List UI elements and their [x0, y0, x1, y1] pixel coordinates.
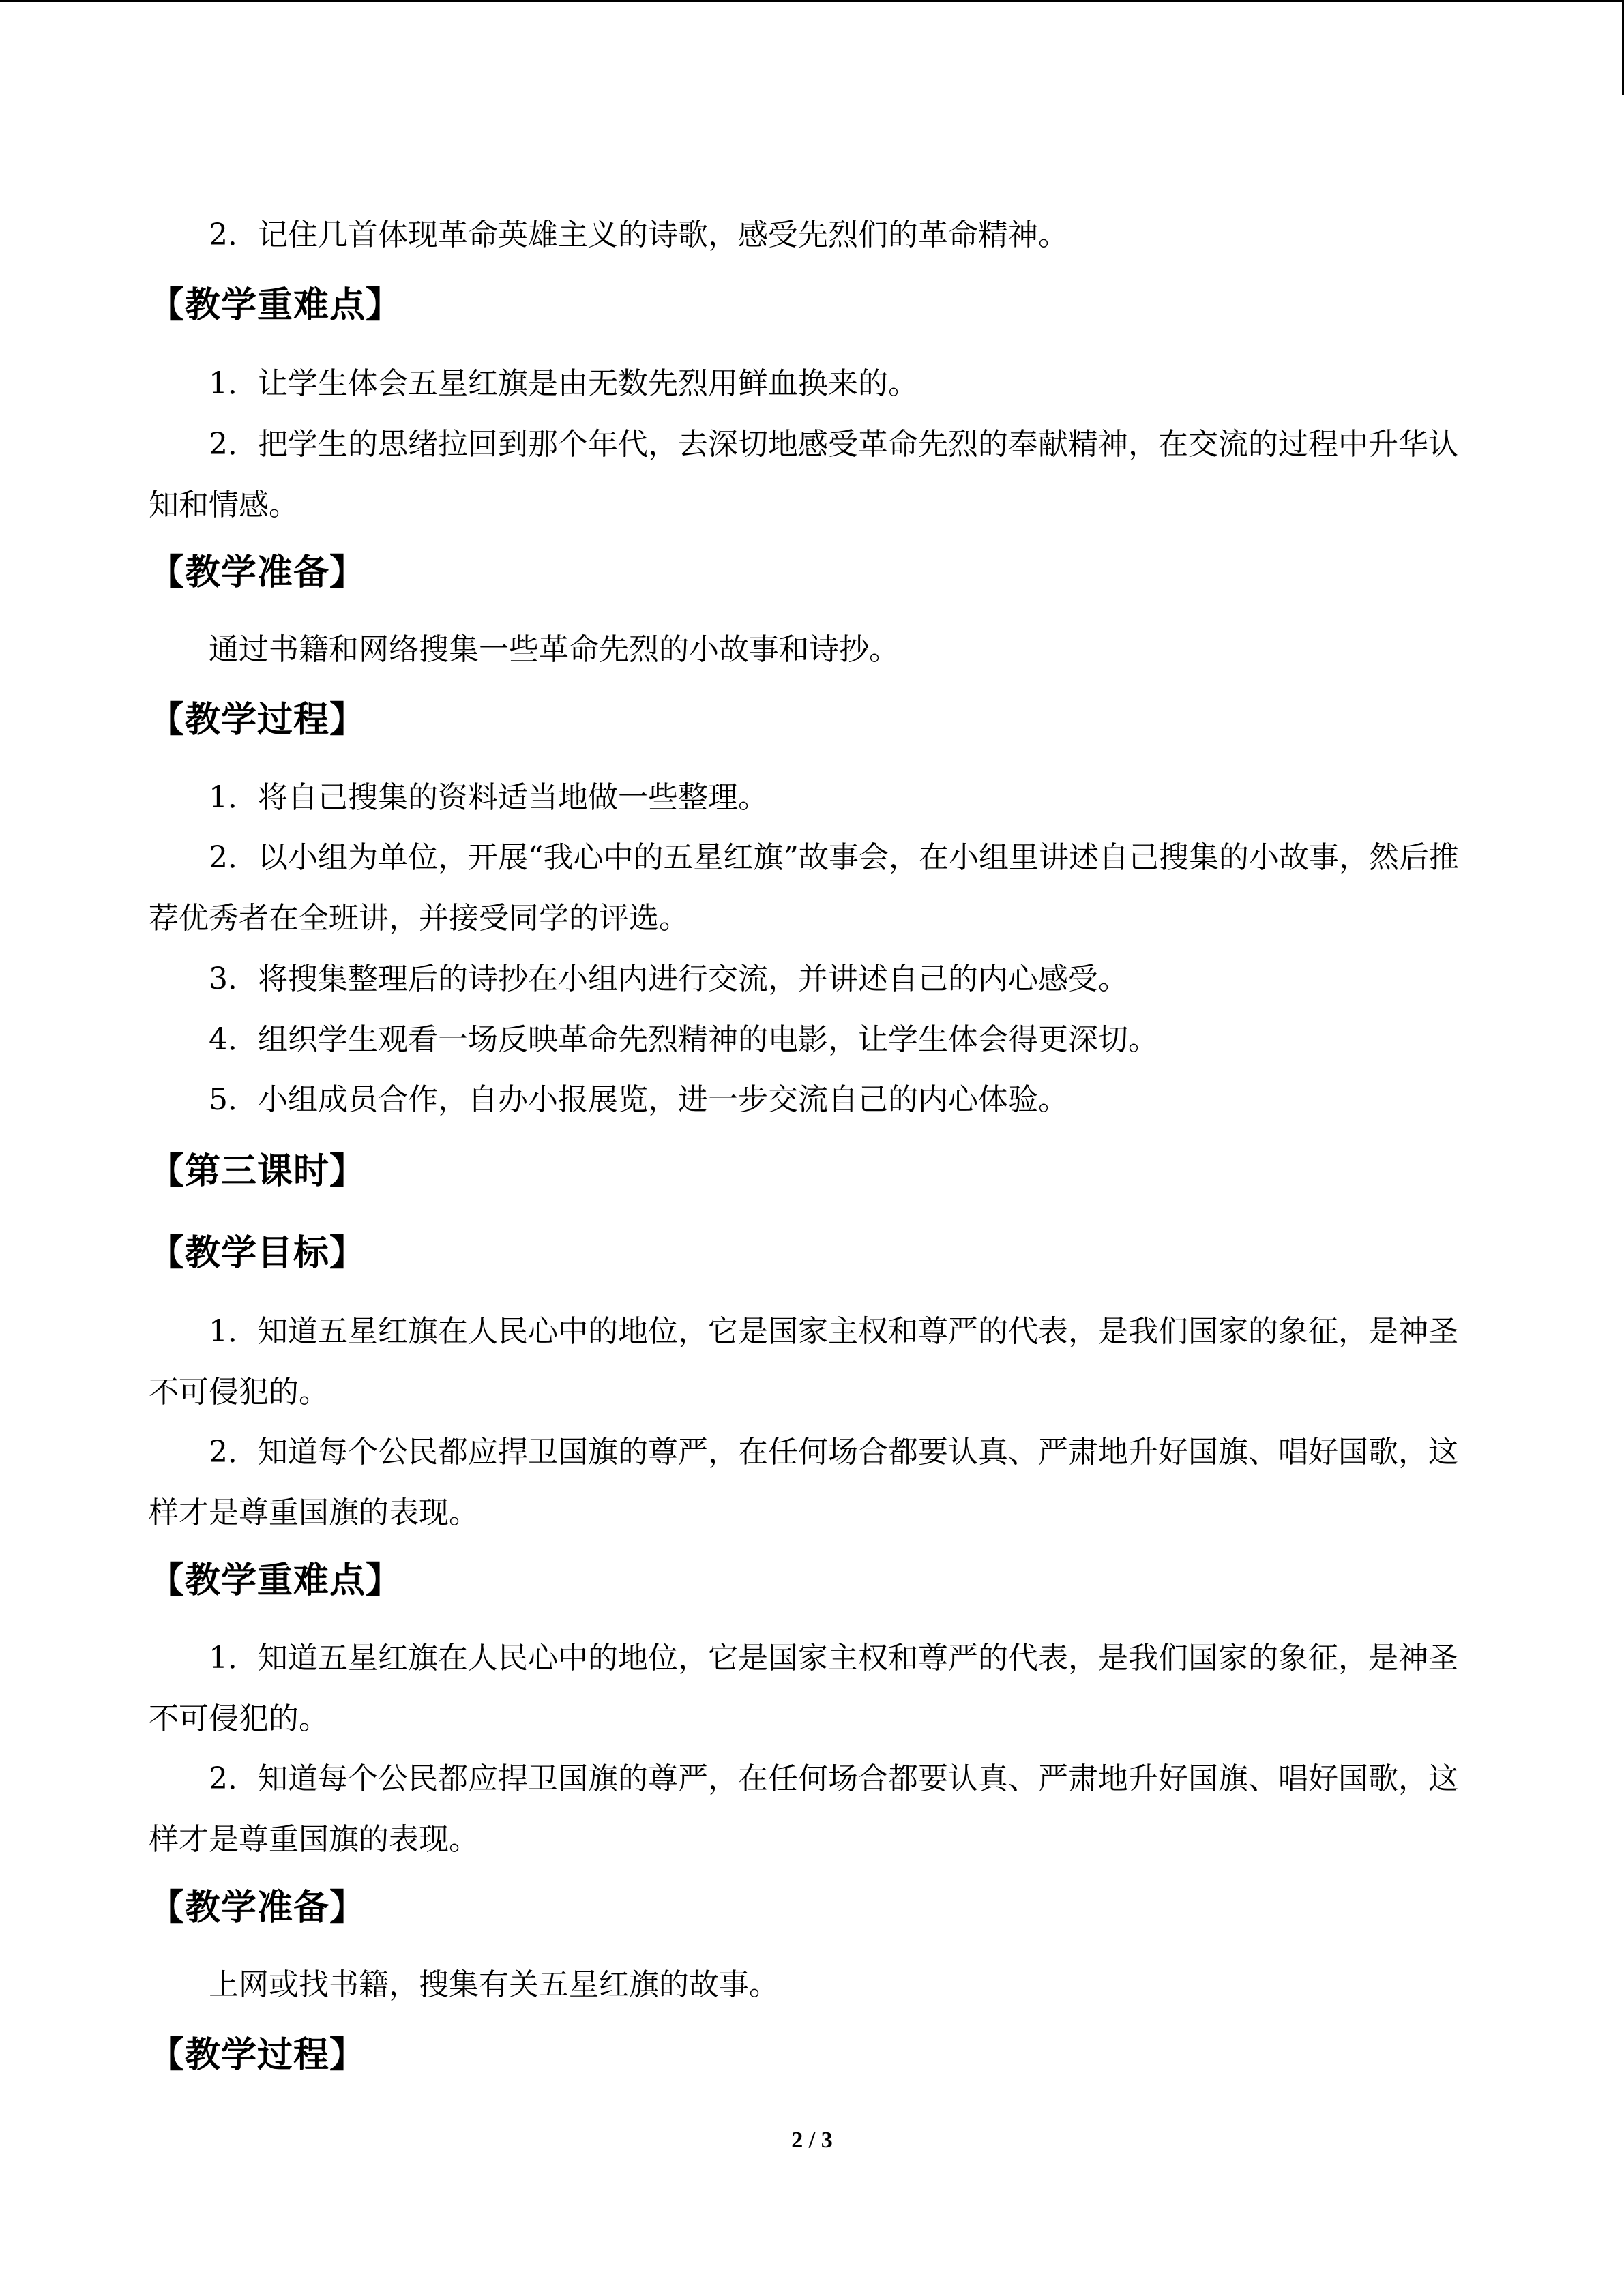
- paragraph: 1．将自己搜集的资料适当地做一些整理。: [209, 780, 768, 815]
- list-item-flag-blood: [149, 353, 1475, 414]
- heading: 【教学目标】: [149, 1233, 366, 1274]
- list-item-share-poems: [149, 949, 1475, 1009]
- heading: 【教学重难点】: [149, 1560, 402, 1601]
- section-heading-process-2: [149, 2028, 1475, 2083]
- paragraph: 2．把学生的思绪拉回到那个年代，去深切地感受革命先烈的奉献精神，在交流的过程中升华认知和情感。: [149, 427, 1458, 522]
- section-heading-third-lesson: [149, 1144, 1475, 1199]
- heading: 【教学准备】: [149, 1888, 366, 1928]
- paragraph: 1．知道五星红旗在人民心中的地位，它是国家主权和尊严的代表，是我们国家的象征，是神圣不可侵犯的。: [149, 1314, 1458, 1410]
- heading: 【教学准备】: [149, 552, 366, 593]
- list-item-flag-status-2: [149, 1628, 1475, 1749]
- list-item-dedication-spirit: [149, 414, 1475, 535]
- paragraph: 通过书籍和网络搜集一些革命先烈的小故事和诗抄。: [209, 632, 899, 667]
- list-item-organize-materials: [149, 767, 1475, 828]
- section-heading-objectives: [149, 1226, 1475, 1281]
- section-heading-key-points-2: [149, 1553, 1475, 1608]
- heading: 【教学过程】: [149, 700, 366, 741]
- list-item-defend-flag: [149, 1422, 1475, 1543]
- paragraph: 2．知道每个公民都应捍卫国旗的尊严，在任何场合都要认真、严肃地升好国旗、唱好国歌，这样才是尊重国旗的表现。: [149, 1435, 1458, 1530]
- paragraph: 上网或找书籍，搜集有关五星红旗的故事。: [209, 1967, 779, 2002]
- list-item-flag-status: [149, 1301, 1475, 1422]
- paragraph: 3．将搜集整理后的诗抄在小组内进行交流，并讲述自己的内心感受。: [209, 961, 1128, 996]
- list-item-memorize-poems: [149, 205, 1475, 265]
- list-item-story-meeting: [149, 827, 1475, 949]
- paragraph: 1．知道五星红旗在人民心中的地位，它是国家主权和尊严的代表，是我们国家的象征，是神圣不可侵犯的。: [149, 1641, 1458, 1736]
- heading: 【教学重难点】: [149, 285, 402, 326]
- paragraph: 2．以小组为单位，开展“我心中的五星红旗”故事会，在小组里讲述自己搜集的小故事，然后推荐优秀者在全班讲，并接受同学的评选。: [149, 840, 1459, 936]
- paragraph-search-stories: [149, 1954, 1475, 2015]
- section-heading-preparation-2: [149, 1881, 1475, 1935]
- heading: 【教学过程】: [149, 2035, 366, 2076]
- list-item-watch-film: [149, 1009, 1475, 1070]
- heading: 【第三课时】: [149, 1151, 366, 1192]
- list-item-newspaper: [149, 1069, 1475, 1130]
- list-item-defend-flag-2: [149, 1748, 1475, 1870]
- paragraph: 4．组织学生观看一场反映革命先烈精神的电影，让学生体会得更深切。: [209, 1022, 1158, 1057]
- section-heading-process: [149, 693, 1475, 747]
- section-heading-preparation: [149, 546, 1475, 600]
- paragraph: 5．小组成员合作，自办小报展览，进一步交流自己的内心体验。: [209, 1082, 1068, 1117]
- paragraph: 2．知道每个公民都应捍卫国旗的尊严，在任何场合都要认真、严肃地升好国旗、唱好国歌，这样才是尊重国旗的表现。: [149, 1761, 1458, 1857]
- paragraph-collect-stories: [149, 619, 1475, 680]
- page-top-border: [0, 0, 1624, 2]
- paragraph: 1．让学生体会五星红旗是由无数先烈用鲜血换来的。: [209, 366, 918, 401]
- page-number: 2 / 3: [791, 2128, 833, 2153]
- section-heading-key-points: [149, 278, 1475, 333]
- paragraph: 2．记住几首体现革命英雄主义的诗歌，感受先烈们的革命精神。: [209, 218, 1068, 252]
